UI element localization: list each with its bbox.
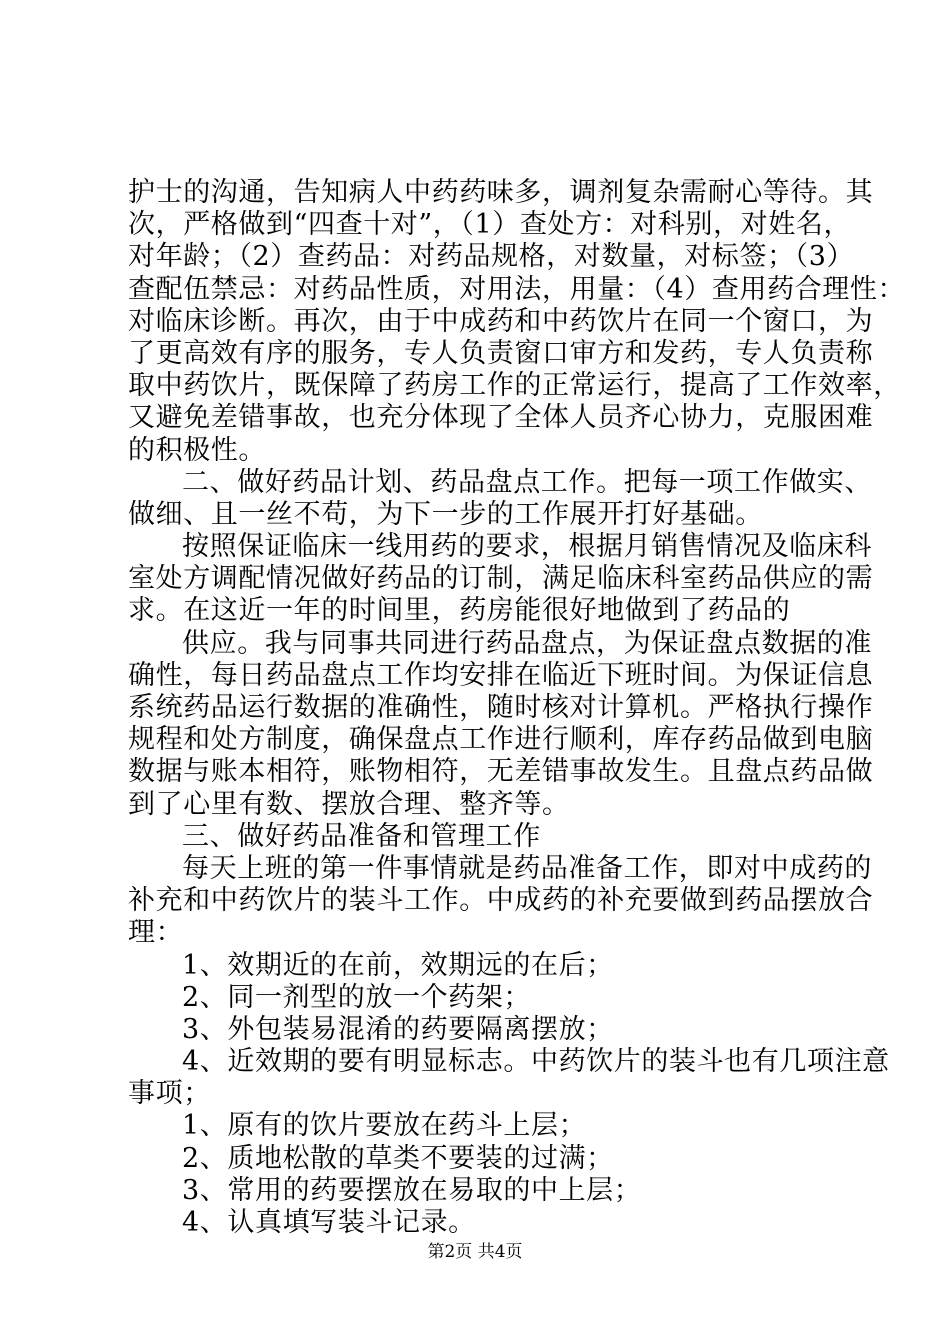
text-line: 3、常用的药要摆放在易取的中上层； <box>182 1174 642 1206</box>
text-line: 对年龄；（2）查药品：对药品规格，对数量，对标签；（3） <box>128 241 855 273</box>
text-line: 二、做好药品计划、药品盘点工作。把每一项工作做实、 <box>182 466 872 498</box>
text-line: 事项； <box>128 1078 211 1110</box>
text-line: 做细、且一丝不苟，为下一步的工作展开打好基础。 <box>128 498 763 530</box>
text-line: 护士的沟通，告知病人中药药味多，调剂复杂需耐心等待。其 <box>128 177 874 208</box>
text-line: 4、近效期的要有明显标志。中药饮片的装斗也有几项注意 <box>182 1046 890 1078</box>
text-line: 3、外包装易混淆的药要隔离摆放； <box>182 1013 614 1045</box>
text-line: 对临床诊断。再次，由于中成药和中药饮片在同一个窗口，为 <box>128 305 874 337</box>
text-line: 2、质地松散的草类不要装的过满； <box>182 1142 614 1174</box>
page-footer: 第2页 共4页 <box>427 1242 523 1262</box>
text-line: 的积极性。 <box>128 434 266 466</box>
document-body <box>128 177 906 1239</box>
text-line: 三、做好药品准备和管理工作 <box>182 820 541 852</box>
text-line: 每天上班的第一件事情就是药品准备工作，即对中成药的 <box>182 852 872 884</box>
text-line: 4、认真填写装斗记录。 <box>182 1207 476 1238</box>
text-line: 求。在这近一年的时间里，药房能很好地做到了药品的 <box>128 595 791 627</box>
text-line: 按照保证临床一线用药的要求，根据月销售情况及临床科 <box>182 531 872 563</box>
text-line: 理： <box>128 917 184 949</box>
text-line: 查配伍禁忌：对药品性质，对用法，用量：（4）查用药合理性： <box>128 273 906 305</box>
text-line: 1、原有的饮片要放在药斗上层； <box>182 1110 587 1142</box>
text-line: 数据与账本相符，账物相符，无差错事故发生。且盘点药品做 <box>128 756 874 788</box>
text-line: 取中药饮片，既保障了药房工作的正常运行，提高了工作效率， <box>128 370 901 402</box>
text-line: 又避免差错事故，也充分体现了全体人员齐心协力，克服困难 <box>128 402 874 434</box>
text-line: 确性，每日药品盘点工作均安排在临近下班时间。为保证信息 <box>128 659 874 691</box>
text-line: 补充和中药饮片的装斗工作。中成药的补充要做到药品摆放合 <box>128 885 874 917</box>
text-line: 供应。我与同事共同进行药品盘点，为保证盘点数据的准 <box>182 627 872 659</box>
text-line: 了更高效有序的服务，专人负责窗口审方和发药，专人负责称 <box>128 337 874 369</box>
text-line: 1、效期近的在前，效期远的在后； <box>182 949 614 981</box>
text-line: 到了心里有数、摆放合理、整齐等。 <box>128 788 570 820</box>
text-line: 室处方调配情况做好药品的订制，满足临床科室药品供应的需 <box>128 563 874 595</box>
text-line: 2、同一剂型的放一个药架； <box>182 981 531 1013</box>
text-line: 规程和处方制度，确保盘点工作进行顺利，库存药品做到电脑 <box>128 724 874 756</box>
text-line: 系统药品运行数据的准确性，随时核对计算机。严格执行操作 <box>128 692 874 723</box>
text-line: 次，严格做到“四查十对”，（1）查处方：对科别，对姓名， <box>128 209 852 241</box>
